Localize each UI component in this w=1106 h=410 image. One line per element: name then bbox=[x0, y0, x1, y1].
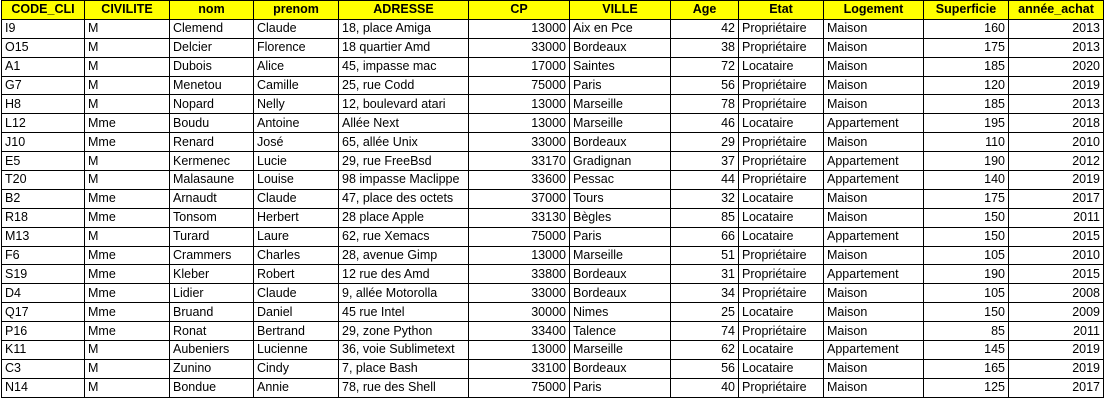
cell-age[interactable]: 38 bbox=[671, 38, 739, 57]
cell-code-cli[interactable]: H8 bbox=[2, 95, 85, 114]
cell-etat[interactable]: Propriétaire bbox=[739, 171, 824, 190]
cell-superficie[interactable]: 190 bbox=[924, 152, 1009, 171]
cell-annee-achat[interactable]: 2019 bbox=[1009, 359, 1104, 378]
cell-prenom[interactable]: Cindy bbox=[254, 359, 339, 378]
cell-prenom[interactable]: Florence bbox=[254, 38, 339, 57]
cell-civilite[interactable]: Mme bbox=[85, 133, 170, 152]
cell-ville[interactable]: Nimes bbox=[570, 303, 671, 322]
cell-etat[interactable]: Propriétaire bbox=[739, 284, 824, 303]
cell-etat[interactable]: Locataire bbox=[739, 189, 824, 208]
cell-superficie[interactable]: 105 bbox=[924, 246, 1009, 265]
cell-code-cli[interactable]: R18 bbox=[2, 208, 85, 227]
cell-cp[interactable]: 30000 bbox=[469, 303, 570, 322]
cell-superficie[interactable]: 175 bbox=[924, 38, 1009, 57]
column-header-age[interactable]: Age bbox=[671, 1, 739, 20]
cell-civilite[interactable]: M bbox=[85, 19, 170, 38]
cell-cp[interactable]: 37000 bbox=[469, 189, 570, 208]
cell-age[interactable]: 44 bbox=[671, 171, 739, 190]
cell-age[interactable]: 85 bbox=[671, 208, 739, 227]
table-row bbox=[2, 171, 1104, 190]
cell-adresse[interactable]: 62, rue Xemacs bbox=[339, 227, 469, 246]
cell-ville[interactable]: Tours bbox=[570, 189, 671, 208]
cell-logement[interactable]: Maison bbox=[824, 38, 924, 57]
cell-ville[interactable]: Paris bbox=[570, 378, 671, 397]
cell-adresse[interactable]: 29, rue FreeBsd bbox=[339, 152, 469, 171]
table-row bbox=[2, 189, 1104, 208]
cell-prenom[interactable]: José bbox=[254, 133, 339, 152]
column-header-prenom[interactable]: prenom bbox=[254, 1, 339, 20]
cell-cp[interactable]: 75000 bbox=[469, 227, 570, 246]
cell-nom[interactable]: Clemend bbox=[170, 19, 254, 38]
cell-code-cli[interactable]: C3 bbox=[2, 359, 85, 378]
cell-civilite[interactable]: M bbox=[85, 38, 170, 57]
cell-ville[interactable]: Marseille bbox=[570, 246, 671, 265]
cell-ville[interactable]: Gradignan bbox=[570, 152, 671, 171]
cell-etat[interactable]: Locataire bbox=[739, 114, 824, 133]
column-header-adresse[interactable]: ADRESSE bbox=[339, 1, 469, 20]
cell-etat[interactable]: Locataire bbox=[739, 57, 824, 76]
cell-ville[interactable]: Bordeaux bbox=[570, 38, 671, 57]
cell-prenom[interactable]: Charles bbox=[254, 246, 339, 265]
cell-annee-achat[interactable]: 2015 bbox=[1009, 227, 1104, 246]
cell-nom[interactable]: Malasaune bbox=[170, 171, 254, 190]
cell-prenom[interactable]: Claude bbox=[254, 19, 339, 38]
cell-ville[interactable]: Paris bbox=[570, 227, 671, 246]
cell-prenom[interactable]: Claude bbox=[254, 284, 339, 303]
cell-logement[interactable]: Appartement bbox=[824, 152, 924, 171]
cell-civilite[interactable]: Mme bbox=[85, 303, 170, 322]
cell-civilite[interactable]: M bbox=[85, 378, 170, 397]
cell-nom[interactable]: Turard bbox=[170, 227, 254, 246]
cell-code-cli[interactable]: G7 bbox=[2, 76, 85, 95]
cell-logement[interactable]: Appartement bbox=[824, 227, 924, 246]
cell-ville[interactable]: Bordeaux bbox=[570, 284, 671, 303]
cell-nom[interactable]: Menetou bbox=[170, 76, 254, 95]
cell-age[interactable]: 42 bbox=[671, 19, 739, 38]
cell-superficie[interactable]: 120 bbox=[924, 76, 1009, 95]
cell-prenom[interactable]: Lucie bbox=[254, 152, 339, 171]
cell-etat[interactable]: Propriétaire bbox=[739, 152, 824, 171]
cell-civilite[interactable]: Mme bbox=[85, 189, 170, 208]
cell-code-cli[interactable]: F6 bbox=[2, 246, 85, 265]
cell-superficie[interactable]: 85 bbox=[924, 322, 1009, 341]
cell-prenom[interactable]: Bertrand bbox=[254, 322, 339, 341]
cell-logement[interactable]: Appartement bbox=[824, 114, 924, 133]
cell-age[interactable]: 46 bbox=[671, 114, 739, 133]
cell-logement[interactable]: Maison bbox=[824, 189, 924, 208]
cell-superficie[interactable]: 185 bbox=[924, 57, 1009, 76]
cell-adresse[interactable]: 18 quartier Amd bbox=[339, 38, 469, 57]
cell-civilite[interactable]: M bbox=[85, 57, 170, 76]
table-row bbox=[2, 341, 1104, 360]
cell-annee-achat[interactable]: 2008 bbox=[1009, 284, 1104, 303]
cell-superficie[interactable]: 195 bbox=[924, 114, 1009, 133]
cell-adresse[interactable]: 12, boulevard atari bbox=[339, 95, 469, 114]
cell-annee-achat[interactable]: 2011 bbox=[1009, 322, 1104, 341]
cell-logement[interactable]: Maison bbox=[824, 95, 924, 114]
table-row bbox=[2, 76, 1104, 95]
cell-logement[interactable]: Maison bbox=[824, 322, 924, 341]
cell-nom[interactable]: Delcier bbox=[170, 38, 254, 57]
cell-annee-achat[interactable]: 2011 bbox=[1009, 208, 1104, 227]
cell-superficie[interactable]: 140 bbox=[924, 171, 1009, 190]
column-header-etat[interactable]: Etat bbox=[739, 1, 824, 20]
cell-adresse[interactable]: 9, allée Motorolla bbox=[339, 284, 469, 303]
cell-annee-achat[interactable]: 2012 bbox=[1009, 152, 1104, 171]
cell-logement[interactable]: Appartement bbox=[824, 341, 924, 360]
cell-code-cli[interactable]: B2 bbox=[2, 189, 85, 208]
table-row bbox=[2, 359, 1104, 378]
cell-logement[interactable]: Maison bbox=[824, 303, 924, 322]
cell-cp[interactable]: 33400 bbox=[469, 322, 570, 341]
cell-logement[interactable]: Appartement bbox=[824, 265, 924, 284]
cell-cp[interactable]: 33100 bbox=[469, 359, 570, 378]
cell-age[interactable]: 29 bbox=[671, 133, 739, 152]
cell-prenom[interactable]: Antoine bbox=[254, 114, 339, 133]
cell-civilite[interactable]: M bbox=[85, 341, 170, 360]
column-header-ville[interactable]: VILLE bbox=[570, 1, 671, 20]
cell-superficie[interactable]: 145 bbox=[924, 341, 1009, 360]
cell-ville[interactable]: Marseille bbox=[570, 341, 671, 360]
cell-prenom[interactable]: Alice bbox=[254, 57, 339, 76]
table-row bbox=[2, 284, 1104, 303]
cell-cp[interactable]: 33000 bbox=[469, 38, 570, 57]
column-header-logement[interactable]: Logement bbox=[824, 1, 924, 20]
cell-cp[interactable]: 33000 bbox=[469, 284, 570, 303]
cell-adresse[interactable]: 36, voie Sublimetext bbox=[339, 341, 469, 360]
cell-prenom[interactable]: Daniel bbox=[254, 303, 339, 322]
cell-superficie[interactable]: 105 bbox=[924, 284, 1009, 303]
cell-civilite[interactable]: Mme bbox=[85, 284, 170, 303]
cell-etat[interactable]: Propriétaire bbox=[739, 19, 824, 38]
cell-ville[interactable]: Paris bbox=[570, 76, 671, 95]
cell-nom[interactable]: Kleber bbox=[170, 265, 254, 284]
cell-ville[interactable]: Talence bbox=[570, 322, 671, 341]
cell-nom[interactable]: Bruand bbox=[170, 303, 254, 322]
cell-cp[interactable]: 33130 bbox=[469, 208, 570, 227]
cell-adresse[interactable]: 98 impasse Maclippe bbox=[339, 171, 469, 190]
cell-etat[interactable]: Propriétaire bbox=[739, 95, 824, 114]
cell-cp[interactable]: 13000 bbox=[469, 19, 570, 38]
table-row bbox=[2, 57, 1104, 76]
cell-age[interactable]: 62 bbox=[671, 341, 739, 360]
cell-etat[interactable]: Locataire bbox=[739, 341, 824, 360]
cell-adresse[interactable]: 45, impasse mac bbox=[339, 57, 469, 76]
table-row bbox=[2, 265, 1104, 284]
cell-logement[interactable]: Appartement bbox=[824, 171, 924, 190]
cell-annee-achat[interactable]: 2013 bbox=[1009, 95, 1104, 114]
column-header-annee-achat[interactable]: année_achat bbox=[1009, 1, 1104, 20]
cell-civilite[interactable]: Mme bbox=[85, 246, 170, 265]
cell-age[interactable]: 32 bbox=[671, 189, 739, 208]
cell-nom[interactable]: Aubeniers bbox=[170, 341, 254, 360]
cell-civilite[interactable]: M bbox=[85, 95, 170, 114]
table-row bbox=[2, 378, 1104, 397]
cell-etat[interactable]: Propriétaire bbox=[739, 265, 824, 284]
cell-adresse[interactable]: Allée Next bbox=[339, 114, 469, 133]
cell-annee-achat[interactable]: 2009 bbox=[1009, 303, 1104, 322]
cell-civilite[interactable]: Mme bbox=[85, 114, 170, 133]
cell-nom[interactable]: Crammers bbox=[170, 246, 254, 265]
cell-superficie[interactable]: 165 bbox=[924, 359, 1009, 378]
cell-adresse[interactable]: 28 place Apple bbox=[339, 208, 469, 227]
table-row bbox=[2, 246, 1104, 265]
cell-civilite[interactable]: M bbox=[85, 76, 170, 95]
column-header-nom[interactable]: nom bbox=[170, 1, 254, 20]
cell-code-cli[interactable]: D4 bbox=[2, 284, 85, 303]
cell-cp[interactable]: 33170 bbox=[469, 152, 570, 171]
cell-annee-achat[interactable]: 2010 bbox=[1009, 246, 1104, 265]
cell-superficie[interactable]: 110 bbox=[924, 133, 1009, 152]
cell-code-cli[interactable]: S19 bbox=[2, 265, 85, 284]
cell-prenom[interactable]: Lucienne bbox=[254, 341, 339, 360]
cell-age[interactable]: 66 bbox=[671, 227, 739, 246]
cell-age[interactable]: 74 bbox=[671, 322, 739, 341]
table-row bbox=[2, 133, 1104, 152]
cell-etat[interactable]: Propriétaire bbox=[739, 322, 824, 341]
cell-age[interactable]: 51 bbox=[671, 246, 739, 265]
table-row bbox=[2, 227, 1104, 246]
cell-nom[interactable]: Kermenec bbox=[170, 152, 254, 171]
table-row bbox=[2, 322, 1104, 341]
cell-logement[interactable]: Maison bbox=[824, 359, 924, 378]
cell-code-cli[interactable]: E5 bbox=[2, 152, 85, 171]
cell-cp[interactable]: 33000 bbox=[469, 133, 570, 152]
cell-nom[interactable]: Lidier bbox=[170, 284, 254, 303]
table-row bbox=[2, 95, 1104, 114]
cell-ville[interactable]: Bordeaux bbox=[570, 133, 671, 152]
cell-nom[interactable]: Ronat bbox=[170, 322, 254, 341]
cell-age[interactable]: 34 bbox=[671, 284, 739, 303]
cell-cp[interactable]: 75000 bbox=[469, 378, 570, 397]
cell-annee-achat[interactable]: 2017 bbox=[1009, 189, 1104, 208]
cell-cp[interactable]: 17000 bbox=[469, 57, 570, 76]
cell-superficie[interactable]: 185 bbox=[924, 95, 1009, 114]
cell-superficie[interactable]: 160 bbox=[924, 19, 1009, 38]
cell-code-cli[interactable]: J10 bbox=[2, 133, 85, 152]
table-row bbox=[2, 19, 1104, 38]
cell-etat[interactable]: Propriétaire bbox=[739, 38, 824, 57]
cell-code-cli[interactable]: L12 bbox=[2, 114, 85, 133]
cell-annee-achat[interactable]: 2019 bbox=[1009, 171, 1104, 190]
cell-etat[interactable]: Locataire bbox=[739, 359, 824, 378]
cell-code-cli[interactable]: T20 bbox=[2, 171, 85, 190]
table-row bbox=[2, 208, 1104, 227]
cell-annee-achat[interactable]: 2013 bbox=[1009, 19, 1104, 38]
cell-prenom[interactable]: Herbert bbox=[254, 208, 339, 227]
cell-annee-achat[interactable]: 2019 bbox=[1009, 76, 1104, 95]
cell-age[interactable]: 31 bbox=[671, 265, 739, 284]
cell-prenom[interactable]: Annie bbox=[254, 378, 339, 397]
cell-etat[interactable]: Propriétaire bbox=[739, 133, 824, 152]
cell-age[interactable]: 25 bbox=[671, 303, 739, 322]
cell-annee-achat[interactable]: 2010 bbox=[1009, 133, 1104, 152]
cell-etat[interactable]: Propriétaire bbox=[739, 378, 824, 397]
cell-cp[interactable]: 33800 bbox=[469, 265, 570, 284]
cell-adresse[interactable]: 25, rue Codd bbox=[339, 76, 469, 95]
table-row bbox=[2, 152, 1104, 171]
cell-etat[interactable]: Locataire bbox=[739, 208, 824, 227]
cell-annee-achat[interactable]: 2013 bbox=[1009, 38, 1104, 57]
cell-age[interactable]: 72 bbox=[671, 57, 739, 76]
client-table bbox=[1, 0, 1104, 398]
cell-civilite[interactable]: M bbox=[85, 171, 170, 190]
cell-ville[interactable]: Marseille bbox=[570, 95, 671, 114]
column-header-code-cli[interactable]: CODE_CLI bbox=[2, 1, 85, 20]
cell-logement[interactable]: Maison bbox=[824, 133, 924, 152]
cell-code-cli[interactable]: O15 bbox=[2, 38, 85, 57]
cell-logement[interactable]: Maison bbox=[824, 284, 924, 303]
cell-adresse[interactable]: 47, place des octets bbox=[339, 189, 469, 208]
cell-annee-achat[interactable]: 2017 bbox=[1009, 378, 1104, 397]
cell-logement[interactable]: Maison bbox=[824, 76, 924, 95]
cell-ville[interactable]: Marseille bbox=[570, 114, 671, 133]
cell-cp[interactable]: 13000 bbox=[469, 114, 570, 133]
cell-cp[interactable]: 13000 bbox=[469, 95, 570, 114]
cell-logement[interactable]: Maison bbox=[824, 378, 924, 397]
cell-nom[interactable]: Renard bbox=[170, 133, 254, 152]
cell-adresse[interactable]: 78, rue des Shell bbox=[339, 378, 469, 397]
cell-age[interactable]: 40 bbox=[671, 378, 739, 397]
cell-prenom[interactable]: Laure bbox=[254, 227, 339, 246]
cell-nom[interactable]: Dubois bbox=[170, 57, 254, 76]
cell-ville[interactable]: Aix en Pce bbox=[570, 19, 671, 38]
cell-prenom[interactable]: Claude bbox=[254, 189, 339, 208]
cell-nom[interactable]: Arnaudt bbox=[170, 189, 254, 208]
cell-superficie[interactable]: 175 bbox=[924, 189, 1009, 208]
header-row bbox=[2, 1, 1104, 20]
cell-adresse[interactable]: 65, allée Unix bbox=[339, 133, 469, 152]
cell-adresse[interactable]: 29, zone Python bbox=[339, 322, 469, 341]
cell-nom[interactable]: Boudu bbox=[170, 114, 254, 133]
cell-code-cli[interactable]: P16 bbox=[2, 322, 85, 341]
cell-superficie[interactable]: 150 bbox=[924, 227, 1009, 246]
column-header-superficie[interactable]: Superficie bbox=[924, 1, 1009, 20]
cell-code-cli[interactable]: I9 bbox=[2, 19, 85, 38]
cell-adresse[interactable]: 28, avenue Gimp bbox=[339, 246, 469, 265]
table-body bbox=[2, 19, 1104, 397]
cell-ville[interactable]: Saintes bbox=[570, 57, 671, 76]
cell-logement[interactable]: Maison bbox=[824, 208, 924, 227]
cell-superficie[interactable]: 150 bbox=[924, 303, 1009, 322]
cell-etat[interactable]: Locataire bbox=[739, 303, 824, 322]
cell-ville[interactable]: Bègles bbox=[570, 208, 671, 227]
cell-nom[interactable]: Tonsom bbox=[170, 208, 254, 227]
cell-civilite[interactable]: M bbox=[85, 359, 170, 378]
cell-ville[interactable]: Bordeaux bbox=[570, 265, 671, 284]
cell-adresse[interactable]: 12 rue des Amd bbox=[339, 265, 469, 284]
cell-code-cli[interactable]: Q17 bbox=[2, 303, 85, 322]
column-header-cp[interactable]: CP bbox=[469, 1, 570, 20]
cell-nom[interactable]: Nopard bbox=[170, 95, 254, 114]
table-row bbox=[2, 114, 1104, 133]
cell-code-cli[interactable]: N14 bbox=[2, 378, 85, 397]
column-header-civilite[interactable]: CIVILITE bbox=[85, 1, 170, 20]
cell-cp[interactable]: 33600 bbox=[469, 171, 570, 190]
cell-etat[interactable]: Locataire bbox=[739, 227, 824, 246]
cell-prenom[interactable]: Robert bbox=[254, 265, 339, 284]
cell-cp[interactable]: 75000 bbox=[469, 76, 570, 95]
cell-annee-achat[interactable]: 2020 bbox=[1009, 57, 1104, 76]
cell-etat[interactable]: Propriétaire bbox=[739, 76, 824, 95]
table-row bbox=[2, 303, 1104, 322]
cell-annee-achat[interactable]: 2015 bbox=[1009, 265, 1104, 284]
cell-civilite[interactable]: M bbox=[85, 227, 170, 246]
cell-prenom[interactable]: Nelly bbox=[254, 95, 339, 114]
cell-adresse[interactable]: 45 rue Intel bbox=[339, 303, 469, 322]
cell-nom[interactable]: Bondue bbox=[170, 378, 254, 397]
cell-adresse[interactable]: 18, place Amiga bbox=[339, 19, 469, 38]
cell-superficie[interactable]: 190 bbox=[924, 265, 1009, 284]
cell-age[interactable]: 56 bbox=[671, 76, 739, 95]
cell-prenom[interactable]: Louise bbox=[254, 171, 339, 190]
cell-age[interactable]: 78 bbox=[671, 95, 739, 114]
cell-age[interactable]: 56 bbox=[671, 359, 739, 378]
cell-code-cli[interactable]: M13 bbox=[2, 227, 85, 246]
cell-logement[interactable]: Maison bbox=[824, 57, 924, 76]
cell-code-cli[interactable]: K11 bbox=[2, 341, 85, 360]
cell-adresse[interactable]: 7, place Bash bbox=[339, 359, 469, 378]
cell-prenom[interactable]: Camille bbox=[254, 76, 339, 95]
cell-logement[interactable]: Maison bbox=[824, 19, 924, 38]
cell-ville[interactable]: Bordeaux bbox=[570, 359, 671, 378]
cell-superficie[interactable]: 150 bbox=[924, 208, 1009, 227]
cell-code-cli[interactable]: A1 bbox=[2, 57, 85, 76]
cell-ville[interactable]: Pessac bbox=[570, 171, 671, 190]
cell-nom[interactable]: Zunino bbox=[170, 359, 254, 378]
cell-logement[interactable]: Maison bbox=[824, 246, 924, 265]
cell-cp[interactable]: 13000 bbox=[469, 246, 570, 265]
cell-civilite[interactable]: Mme bbox=[85, 208, 170, 227]
cell-age[interactable]: 37 bbox=[671, 152, 739, 171]
cell-civilite[interactable]: Mme bbox=[85, 265, 170, 284]
cell-annee-achat[interactable]: 2018 bbox=[1009, 114, 1104, 133]
cell-civilite[interactable]: M bbox=[85, 152, 170, 171]
cell-etat[interactable]: Propriétaire bbox=[739, 246, 824, 265]
cell-cp[interactable]: 13000 bbox=[469, 341, 570, 360]
cell-annee-achat[interactable]: 2019 bbox=[1009, 341, 1104, 360]
cell-superficie[interactable]: 125 bbox=[924, 378, 1009, 397]
table-row bbox=[2, 38, 1104, 57]
cell-civilite[interactable]: Mme bbox=[85, 322, 170, 341]
